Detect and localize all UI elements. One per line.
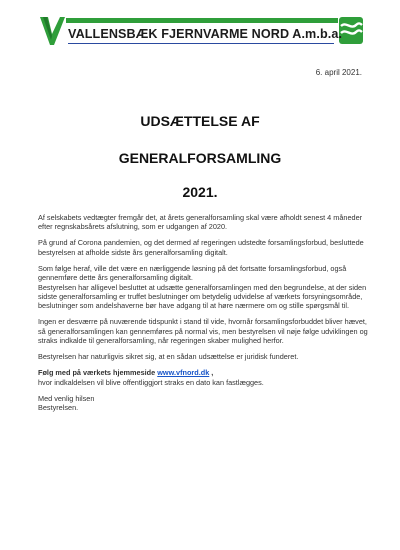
closing-greeting: Med venlig hilsen [38,393,95,403]
follow-suffix: , [209,368,214,378]
paragraph-consequence: Som følge heraf, ville det være en nærliggende løsning på det fortsatte forsamlingsforbud, også gennemføre dette års generalforsamling digitalt. [38,263,347,283]
follow-line [38,368,368,377]
follow-text: Følg med på værkets hjemmeside [38,368,156,378]
company-name: VALLENSBÆK FJERNVARME NORD A.m.b.a. [68,27,343,41]
letterhead-blue-line [68,43,334,44]
follow-line-2: hvor indkaldelsen vil blive offentliggjort straks en dato kan fastlægges. [38,377,264,387]
letter-body [38,213,368,419]
title-line-2: GENERALFORSAMLING [118,150,282,166]
letterhead [38,14,364,48]
title-line-3: 2021. [182,184,218,200]
title-line-1: UDSÆTTELSE AF [140,113,260,129]
paragraph-legal: Bestyrelsen har naturligvis sikret sig, at en sådan udsættelse er juridisk funderet. [38,352,299,362]
letterhead-green-bar [38,18,364,23]
paragraph-corona: På grund af Corona pandemien, og det dermed af regeringen udstedte forsamlingsforbud, besluttede bestyrelsen at afholde sidste års generalforsamling digitalt. [38,238,364,257]
website-link[interactable]: www.vfnord.dk [157,368,210,378]
signature: Bestyrelsen. [38,403,79,413]
paragraph-uncertainty: Ingen er desværre på nuværende tidspunkt i stand til vide, hvornår forsamlingsforbuddet bliver hævet, så generalforsamlingen kan gennemføres på normal vis, men bestyrelsen vil nøje følge udviklingen og straks indkalde til generalforsamling, når regeringen skaber mulighed herfor. [38,317,368,346]
paragraph-statutes: Af selskabets vedtægter fremgår det, at årets generalforsamling skal være afholdt senest 4 måneder efter regnskabsårets afslutning, som er udgangen af 2020. [38,213,363,232]
paragraph-postponement: Bestyrelsen har alligevel besluttet at udsætte generalforsamlingen med den begrundelse, at der siden sidste generalforsamling er truffet beslutninger om betydelig udvidelse af værkets forsyningsområde, beslutninger som andelshaverne bør have adgang til at høre nærmere om og stille spørgsmål til. [38,282,367,311]
letter-date: 6. april 2021. [315,68,362,77]
vf-logo-icon [38,14,66,48]
